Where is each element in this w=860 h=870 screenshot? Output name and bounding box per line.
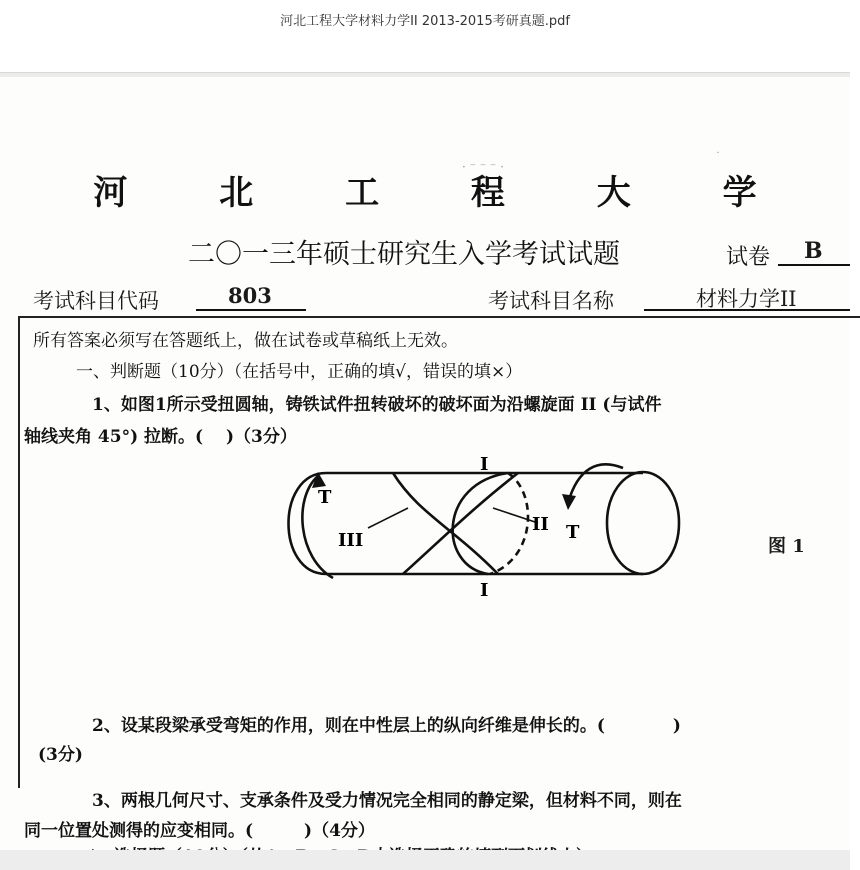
university-name: 河 北 工 程 大 学 <box>93 173 797 213</box>
question-3-line-2: 同一位置处测得的应变相同。( )（4分） <box>24 821 375 841</box>
paper-value: B <box>778 238 850 266</box>
leader-III <box>368 508 408 528</box>
label-I-bottom: I <box>480 580 489 601</box>
section-I-dashed <box>490 473 528 574</box>
document-filename: 河北工程大学材料力学II 2013-2015考研真题.pdf <box>280 14 570 29</box>
viewer-toolbar <box>0 0 850 73</box>
label-T-left: T <box>318 487 332 508</box>
scan-artifact: · ⁻ ⁻ ⁻ · <box>462 160 504 174</box>
label-T-right: T <box>566 522 580 543</box>
question-2-line-2: (3分) <box>38 745 83 765</box>
torque-arrowhead-right <box>562 494 576 510</box>
question-1-line-2: 轴线夹角 45°) 拉断。( )（3分） <box>24 427 297 447</box>
subject-code-value: 803 <box>196 283 306 311</box>
helix-III-a <box>393 473 498 574</box>
question-1-line-1: 1、如图1所示受扭圆轴，铸铁试件扭转破坏的破坏面为沿螺旋面 II (与试件 <box>92 395 662 415</box>
subject-name-value: 材料力学II <box>644 283 850 311</box>
subject-code-label: 考试科目代码 <box>33 289 159 313</box>
scan-artifact: ˙ <box>715 150 721 164</box>
viewer-bottom-bar <box>0 850 850 870</box>
subject-name-label: 考试科目名称 <box>488 289 614 313</box>
torque-arrow-right-arc <box>568 464 623 503</box>
section-2-heading-partial <box>80 842 593 850</box>
question-3-line-1: 3、两根几何尺寸、支承条件及受力情况完全相同的静定梁，但材料不同，则在 <box>92 791 682 811</box>
torsion-shaft-figure <box>268 448 668 608</box>
paper-label: 试卷 <box>726 245 771 270</box>
section-1-heading: 一、判断题（10分）（在括号中，正确的填√，错误的填×） <box>76 362 523 382</box>
label-I-top: I <box>480 454 489 475</box>
exam-title: 二〇一三年硕士研究生入学考试试题 <box>188 239 620 270</box>
label-II: II <box>532 514 549 535</box>
instruction-text: 所有答案必须写在答题纸上，做在试卷或草稿纸上无效。 <box>33 331 458 351</box>
question-2-line-1: 2、设某段梁承受弯矩的作用，则在中性层上的纵向纤维是伸长的。( ) <box>92 716 681 736</box>
figure-caption: 图 1 <box>768 536 805 557</box>
label-III: III <box>338 530 364 551</box>
